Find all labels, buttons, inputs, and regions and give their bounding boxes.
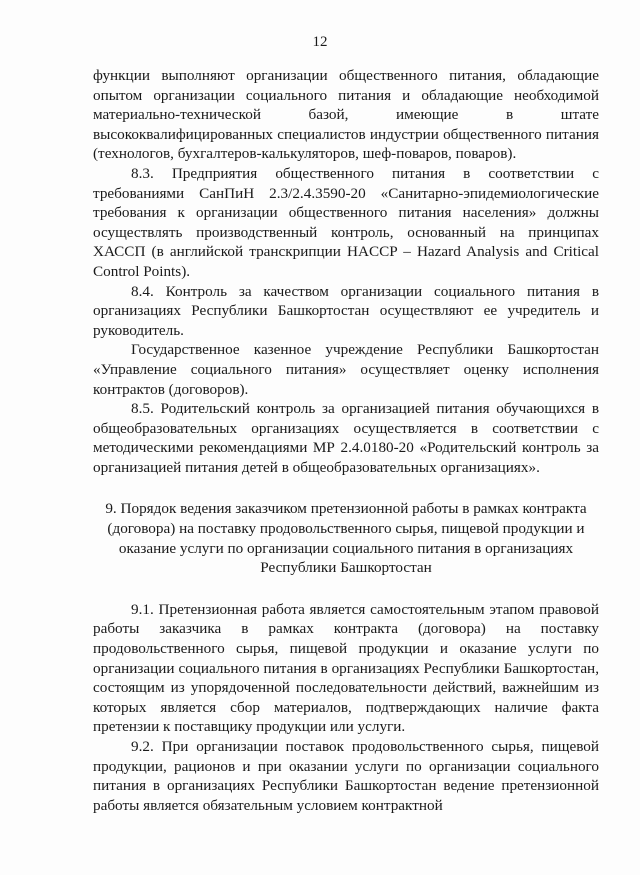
section-heading: 9. Порядок ведения заказчиком претензионной работы в рамках контракта (договора) на поставку продовольственного сырья, пищевой продукции и оказание услуги по организации социального питания в организациях Республики Башкортостан xyxy=(105,500,587,577)
paragraph-9-1: 9.1. Претензионная работа является самостоятельным этапом правовой работы заказчика в рамках контракта (договора) на поставку продовольственного сырья, пищевой продукции и оказание услуги по организации социального питания в организациях Республики Башкортостан, состоящим из упорядоченной последовательности действий, важнейшим из которых является сбор материалов, подтверждающих наличие факта претензии к поставщику продукции или услуги. xyxy=(93,600,599,736)
paragraph-gku: Государственное казенное учреждение Республики Башкортостан «Управление социального питания» осуществляет оценку исполнения контрактов (договоров). xyxy=(93,341,599,398)
paragraph-continuation: функции выполняют организации общественного питания, обладающие опытом организации социального питания и обладающие необходимой материально-технической базой, имеющие в штате высококвалифицированных специалистов индустрии общественного питания (технологов, бухгалтеров-калькуляторов, шеф-поваров, поваров). xyxy=(93,67,599,163)
paragraph-9-2: 9.2. При организации поставок продовольственного сырья, пищевой продукции, рационов и при оказании услуги по организации социального питания в организациях Республики Башкортостан ведение претензионной работы является обязательным условием контрактной xyxy=(93,738,599,814)
paragraph-8-3: 8.3. Предприятия общественного питания в соответствии с требованиями СанПиН 2.3/2.4.3590-20 «Санитарно-эпидемиологические требования к организации общественного питания населения» должны осуществлять производственный контроль, основанный на принципах ХАССП (в английской транскрипции HACCP – Hazard Analysis and Critical Control Points). xyxy=(93,164,599,280)
page-body xyxy=(93,66,599,815)
paragraph-8-4: 8.4. Контроль за качеством организации социального питания в организациях Республики Башкортостан осуществляют ее учредитель и руководитель. xyxy=(93,282,599,339)
paragraph-8-5: 8.5. Родительский контроль за организацией питания обучающихся в общеобразовательных организациях осуществляется в соответствии с методическими рекомендациями МР 2.4.0180-20 «Родительский контроль за организацией питания детей в общеобразовательных организациях». xyxy=(93,400,599,476)
page-number: 12 xyxy=(312,34,328,50)
